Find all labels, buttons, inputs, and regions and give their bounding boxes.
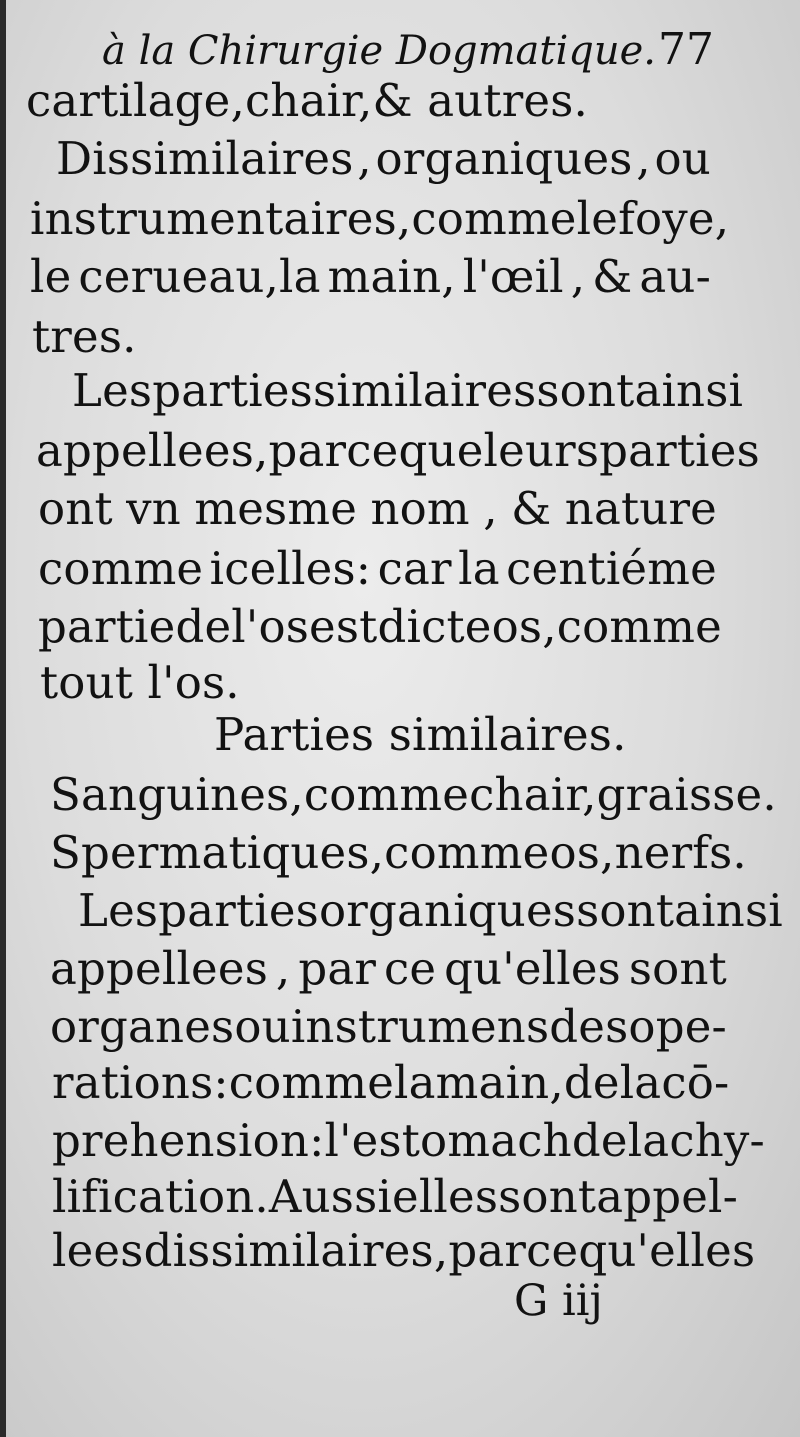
word: comme (384, 826, 550, 879)
word: os (549, 826, 601, 879)
word: chy- (669, 1114, 765, 1167)
word: comme (556, 600, 722, 653)
word: , (542, 600, 557, 653)
word: la (619, 1056, 662, 1109)
word: comme (228, 1056, 395, 1109)
word: : (309, 1114, 325, 1167)
text-line (36, 422, 760, 480)
word: l'os (231, 600, 310, 653)
word: & (592, 250, 633, 303)
word: ainsi (634, 364, 744, 417)
word: ou (234, 1000, 291, 1053)
word: Dissimilaires (56, 132, 354, 185)
word: , (357, 132, 372, 185)
word: de (571, 1114, 628, 1167)
word: main,de (435, 1056, 620, 1109)
word: qu'elles (578, 1224, 756, 1277)
word: , (570, 250, 586, 303)
word: dissimilaires, (143, 1224, 449, 1277)
word: Aussi (268, 1170, 392, 1223)
word: ainsi (674, 884, 783, 937)
word: comme (303, 768, 470, 821)
word: ont (38, 482, 113, 535)
word: Les (72, 364, 153, 417)
text-line: cartilage,chair,& autres. (26, 74, 589, 127)
word: comme (38, 542, 204, 595)
word: nerfs. (614, 826, 747, 879)
text-line (52, 1222, 756, 1280)
word: parties (158, 884, 319, 937)
word: ope- (628, 1000, 727, 1053)
word: main, (327, 250, 456, 303)
word: ce (526, 1224, 579, 1277)
word: la (627, 1114, 670, 1167)
word: l'estomach (324, 1114, 572, 1167)
word: ou (654, 132, 711, 185)
word: par (268, 424, 347, 477)
word: similaires (312, 364, 537, 417)
word: nature (564, 482, 717, 535)
word: comme (411, 192, 577, 245)
word: chair,graisse. (469, 768, 777, 821)
word: appellees, (36, 424, 269, 477)
word: de (175, 600, 232, 653)
word: organes (50, 1000, 235, 1053)
word: nom (370, 482, 470, 535)
word: os (491, 600, 543, 653)
word: , (275, 942, 291, 995)
word: au- (639, 250, 711, 303)
word: ce (383, 942, 437, 995)
word: : (213, 1056, 229, 1109)
word: par (298, 942, 377, 995)
word: la (394, 1056, 436, 1109)
text-line (56, 130, 711, 188)
word: parties (599, 424, 760, 477)
word: Spermatiques, (50, 826, 385, 879)
word: instrumens (290, 1000, 550, 1053)
text-line: tout l'os. (40, 656, 240, 709)
word: car (377, 542, 452, 595)
word: parties (152, 364, 313, 417)
word: vn (126, 482, 181, 535)
text-line (50, 824, 747, 882)
word: ce (346, 424, 399, 477)
text-line (38, 480, 717, 538)
word: le (30, 250, 72, 303)
word: , (483, 482, 498, 535)
word: appel- (596, 1170, 739, 1223)
word: Sanguines, (50, 768, 304, 821)
word: prehension (52, 1114, 310, 1167)
page-number: 77 (658, 24, 714, 75)
word: Les (78, 884, 159, 937)
word: & (511, 482, 552, 535)
word: instrumentaires, (30, 192, 412, 245)
text-line (38, 598, 722, 656)
word: le (576, 192, 619, 245)
word: centiéme (506, 542, 717, 595)
word: lification. (52, 1170, 269, 1223)
section-heading: Parties similaires. (214, 708, 627, 761)
text-line (78, 882, 783, 940)
word: la (458, 542, 500, 595)
word: est (309, 600, 378, 653)
word: des (549, 1000, 629, 1053)
text-line (50, 766, 777, 824)
word: foye, (618, 192, 730, 245)
word: sont (536, 364, 635, 417)
running-head: à la Chirurgie Dogmatique. (102, 28, 657, 74)
word: , (636, 132, 651, 185)
word: cō- (661, 1056, 730, 1109)
word: sont (628, 942, 727, 995)
word: par (448, 1224, 527, 1277)
word: rations (52, 1056, 214, 1109)
text-line (52, 1054, 730, 1112)
word: organiques (318, 884, 577, 937)
word: sont (498, 1170, 597, 1223)
word: lees (52, 1224, 144, 1277)
text-line: tres. (32, 310, 137, 363)
word: , (600, 826, 615, 879)
text-line (38, 540, 717, 598)
word: sont (576, 884, 675, 937)
word: partie (38, 600, 176, 653)
text-line (50, 998, 725, 1056)
word: mesme (194, 482, 358, 535)
word: leurs (483, 424, 600, 477)
text-line (52, 1168, 739, 1226)
word: l'œil (462, 250, 564, 303)
word: dicte (377, 600, 492, 653)
word: cerueau,la (78, 250, 321, 303)
word: elles (391, 1170, 499, 1223)
word: qu'elles (444, 942, 621, 995)
word: appellees (50, 942, 269, 995)
word: organiques (375, 132, 633, 185)
text-line (50, 940, 727, 998)
text-line (72, 362, 744, 420)
signature-mark: G iij (514, 1276, 603, 1326)
text-line (30, 190, 730, 248)
word: icelles: (209, 542, 372, 595)
word: que (398, 424, 484, 477)
text-line (52, 1112, 765, 1170)
text-line (30, 248, 711, 306)
